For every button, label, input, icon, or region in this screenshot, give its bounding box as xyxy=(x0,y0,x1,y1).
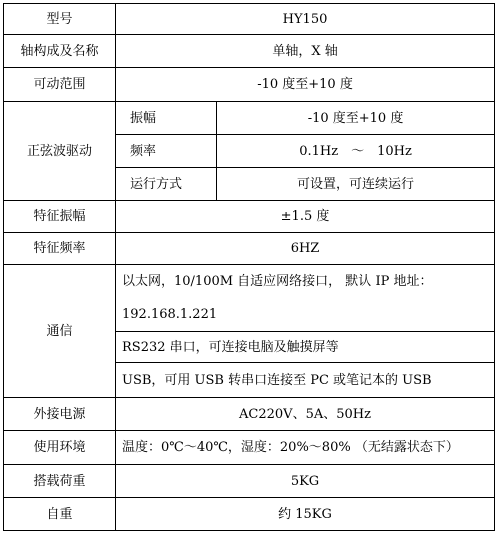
amplitude-value: -10 度至+10 度 xyxy=(217,102,495,135)
communication-usb: USB，可用 USB 转串口连接至 PC 或笔记本的 USB xyxy=(116,363,495,398)
spec-table xyxy=(3,3,495,531)
table-row xyxy=(4,35,495,68)
weight-value: 约 15KG xyxy=(116,498,495,531)
table-row xyxy=(4,265,495,332)
char-amplitude-label: 特征振幅 xyxy=(4,201,116,233)
weight-label: 自重 xyxy=(4,498,116,531)
table-row xyxy=(4,431,495,465)
model-value: HY150 xyxy=(116,4,495,35)
communication-ethernet-line2: 192.168.1.221 xyxy=(122,307,218,322)
mode-label: 运行方式 xyxy=(116,168,217,201)
table-row xyxy=(4,465,495,498)
char-frequency-value: 6HZ xyxy=(116,233,495,265)
amplitude-label: 振幅 xyxy=(116,102,217,135)
load-label: 搭载荷重 xyxy=(4,465,116,498)
environment-label: 使用环境 xyxy=(4,431,116,465)
power-value: AC220V、5A、50Hz xyxy=(116,398,495,431)
table-row xyxy=(4,498,495,531)
table-row xyxy=(4,201,495,233)
table-row xyxy=(4,233,495,265)
power-label: 外接电源 xyxy=(4,398,116,431)
frequency-value: 0.1Hz ～ 10Hz xyxy=(217,135,495,168)
frequency-label: 频率 xyxy=(116,135,217,168)
table-row xyxy=(4,68,495,102)
communication-label: 通信 xyxy=(4,265,116,398)
axis-label: 轴构成及名称 xyxy=(4,35,116,68)
model-label: 型号 xyxy=(4,4,116,35)
communication-ethernet xyxy=(116,265,495,332)
table-row xyxy=(4,102,495,135)
char-frequency-label: 特征频率 xyxy=(4,233,116,265)
communication-rs232: RS232 串口，可连接电脑及触摸屏等 xyxy=(116,332,495,363)
table-row xyxy=(4,398,495,431)
table-row xyxy=(4,4,495,35)
range-value: -10 度至+10 度 xyxy=(116,68,495,102)
axis-value: 单轴，X 轴 xyxy=(116,35,495,68)
sine-drive-label: 正弦波驱动 xyxy=(4,102,116,201)
range-label: 可动范围 xyxy=(4,68,116,102)
environment-value: 温度：0℃～40℃，湿度：20%～80% （无结露状态下） xyxy=(116,431,495,465)
load-value: 5KG xyxy=(116,465,495,498)
mode-value: 可设置，可连续运行 xyxy=(217,168,495,201)
char-amplitude-value: ±1.5 度 xyxy=(116,201,495,233)
communication-ethernet-line1: 以太网，10/100M 自适应网络接口， 默认 IP 地址： xyxy=(122,274,433,289)
